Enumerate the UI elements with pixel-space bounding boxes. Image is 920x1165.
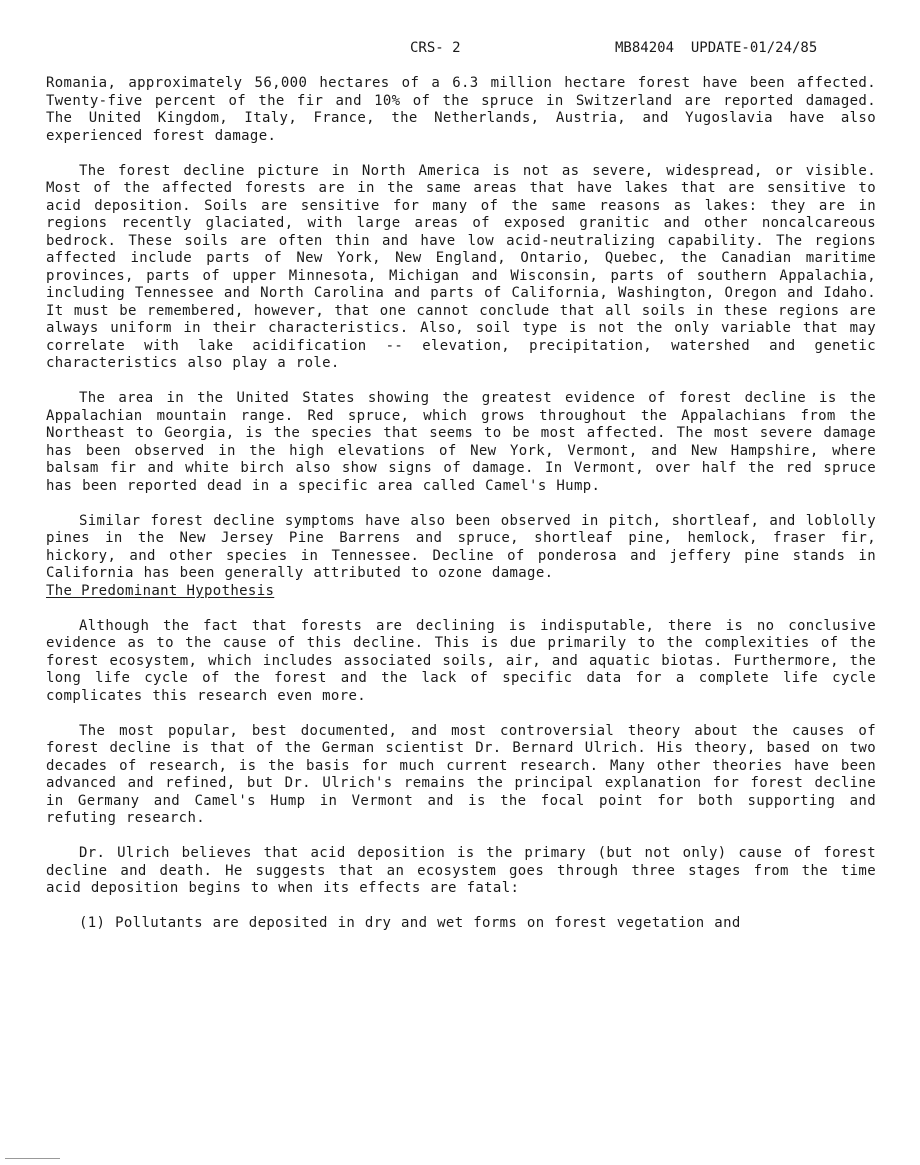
page-header <box>0 38 920 58</box>
paragraph-similar-symptoms: Similar forest decline symptoms have also been observed in pitch, shortleaf, and loblolly pines in the New Jersey Pine Barrens and spruce, shortleaf pine, hemlock, fraser fir, hickory, and other species in Tennessee. Decline of ponderosa and jeffery pine stands in California has been generally attributed to ozone damage. <box>46 512 876 581</box>
section-heading: The Predominant Hypothesis <box>46 582 275 599</box>
report-id-update-date: MB84204 UPDATE-01/24/85 <box>615 40 818 56</box>
paragraph-no-conclusive-evidence: Although the fact that forests are declining is indisputable, there is no conclusive evidence as to the cause of this decline. This is due primarily to the complexities of the forest ecosystem, which includes associated soils, air, and aquatic biotas. Furthermore, the long life cycle of the forest and the lack of specific data for a complete life cycle complicates this research even more. <box>46 617 876 704</box>
document-body <box>46 75 876 933</box>
report-number: CRS- 2 <box>410 40 461 56</box>
paragraph-ulrich-stages: Dr. Ulrich believes that acid deposition is the primary (but not only) cause of forest decline and death. He suggests that an ecosystem goes through three stages from the time acid deposition begins to when its effects are fatal: <box>46 845 876 896</box>
paragraph-north-america: The forest decline picture in North America is not as severe, widespread, or visible. Most of the affected forests are in the same areas that have lakes that are sensitive to acid deposition. Soils are sensitive for many of the same reasons as lakes: they are in regions recently glaciated, with large areas of exposed granitic and other noncalcareous bedrock. These soils are often thin and have low acid-neutralizing capability. The regions affected include parts of New York, New England, Ontario, Quebec, the Canadian maritime provinces, parts of upper Minnesota, Michigan and Wisconsin, parts of southern Appalachia, including Tennessee and North Carolina and parts of California, Washington, Oregon and Idaho. It must be remembered, however, that one cannot conclude that all soils in these regions are always uniform in their characteristics. Also, soil type is not the only variable that may correlate with lake acidification -- elevation, precipitation, watershed and genetic characteristics also play a role. <box>46 162 876 371</box>
paragraph-appalachian: The area in the United States showing the greatest evidence of forest decline is the Appalachian mountain range. Red spruce, which grows throughout the Appalachians from the Northeast to Georgia, is the species that seems to be most affected. The most severe damage has been observed in the high elevations of New York, Vermont, and New Hampshire, where balsam fir and white birch also show signs of damage. In Vermont, over half the red spruce has been reported dead in a specific area called Camel's Hump. <box>46 390 876 494</box>
footer-rule <box>5 1158 60 1159</box>
paragraph-ulrich-theory: The most popular, best documented, and most controversial theory about the causes of forest decline is that of the German scientist Dr. Bernard Ulrich. His theory, based on two decades of research, is the basis for much current research. Many other theories have been advanced and refined, but Dr. Ulrich's remains the principal explanation for forest decline in Germany and Camel's Hump in Vermont and is the focal point for both supporting and refuting research. <box>46 722 876 826</box>
list-item-stage-1: (1) Pollutants are deposited in dry and wet forms on forest vegetation and <box>79 915 741 931</box>
paragraph-europe-damage: Romania, approximately 56,000 hectares of a 6.3 million hectare forest have been affected. Twenty-five percent of the fir and 10% of the spruce in Switzerland are reported damaged. The United Kingdom, Italy, France, the Netherlands, Austria, and Yugoslavia have also experienced forest damage. <box>46 75 876 144</box>
